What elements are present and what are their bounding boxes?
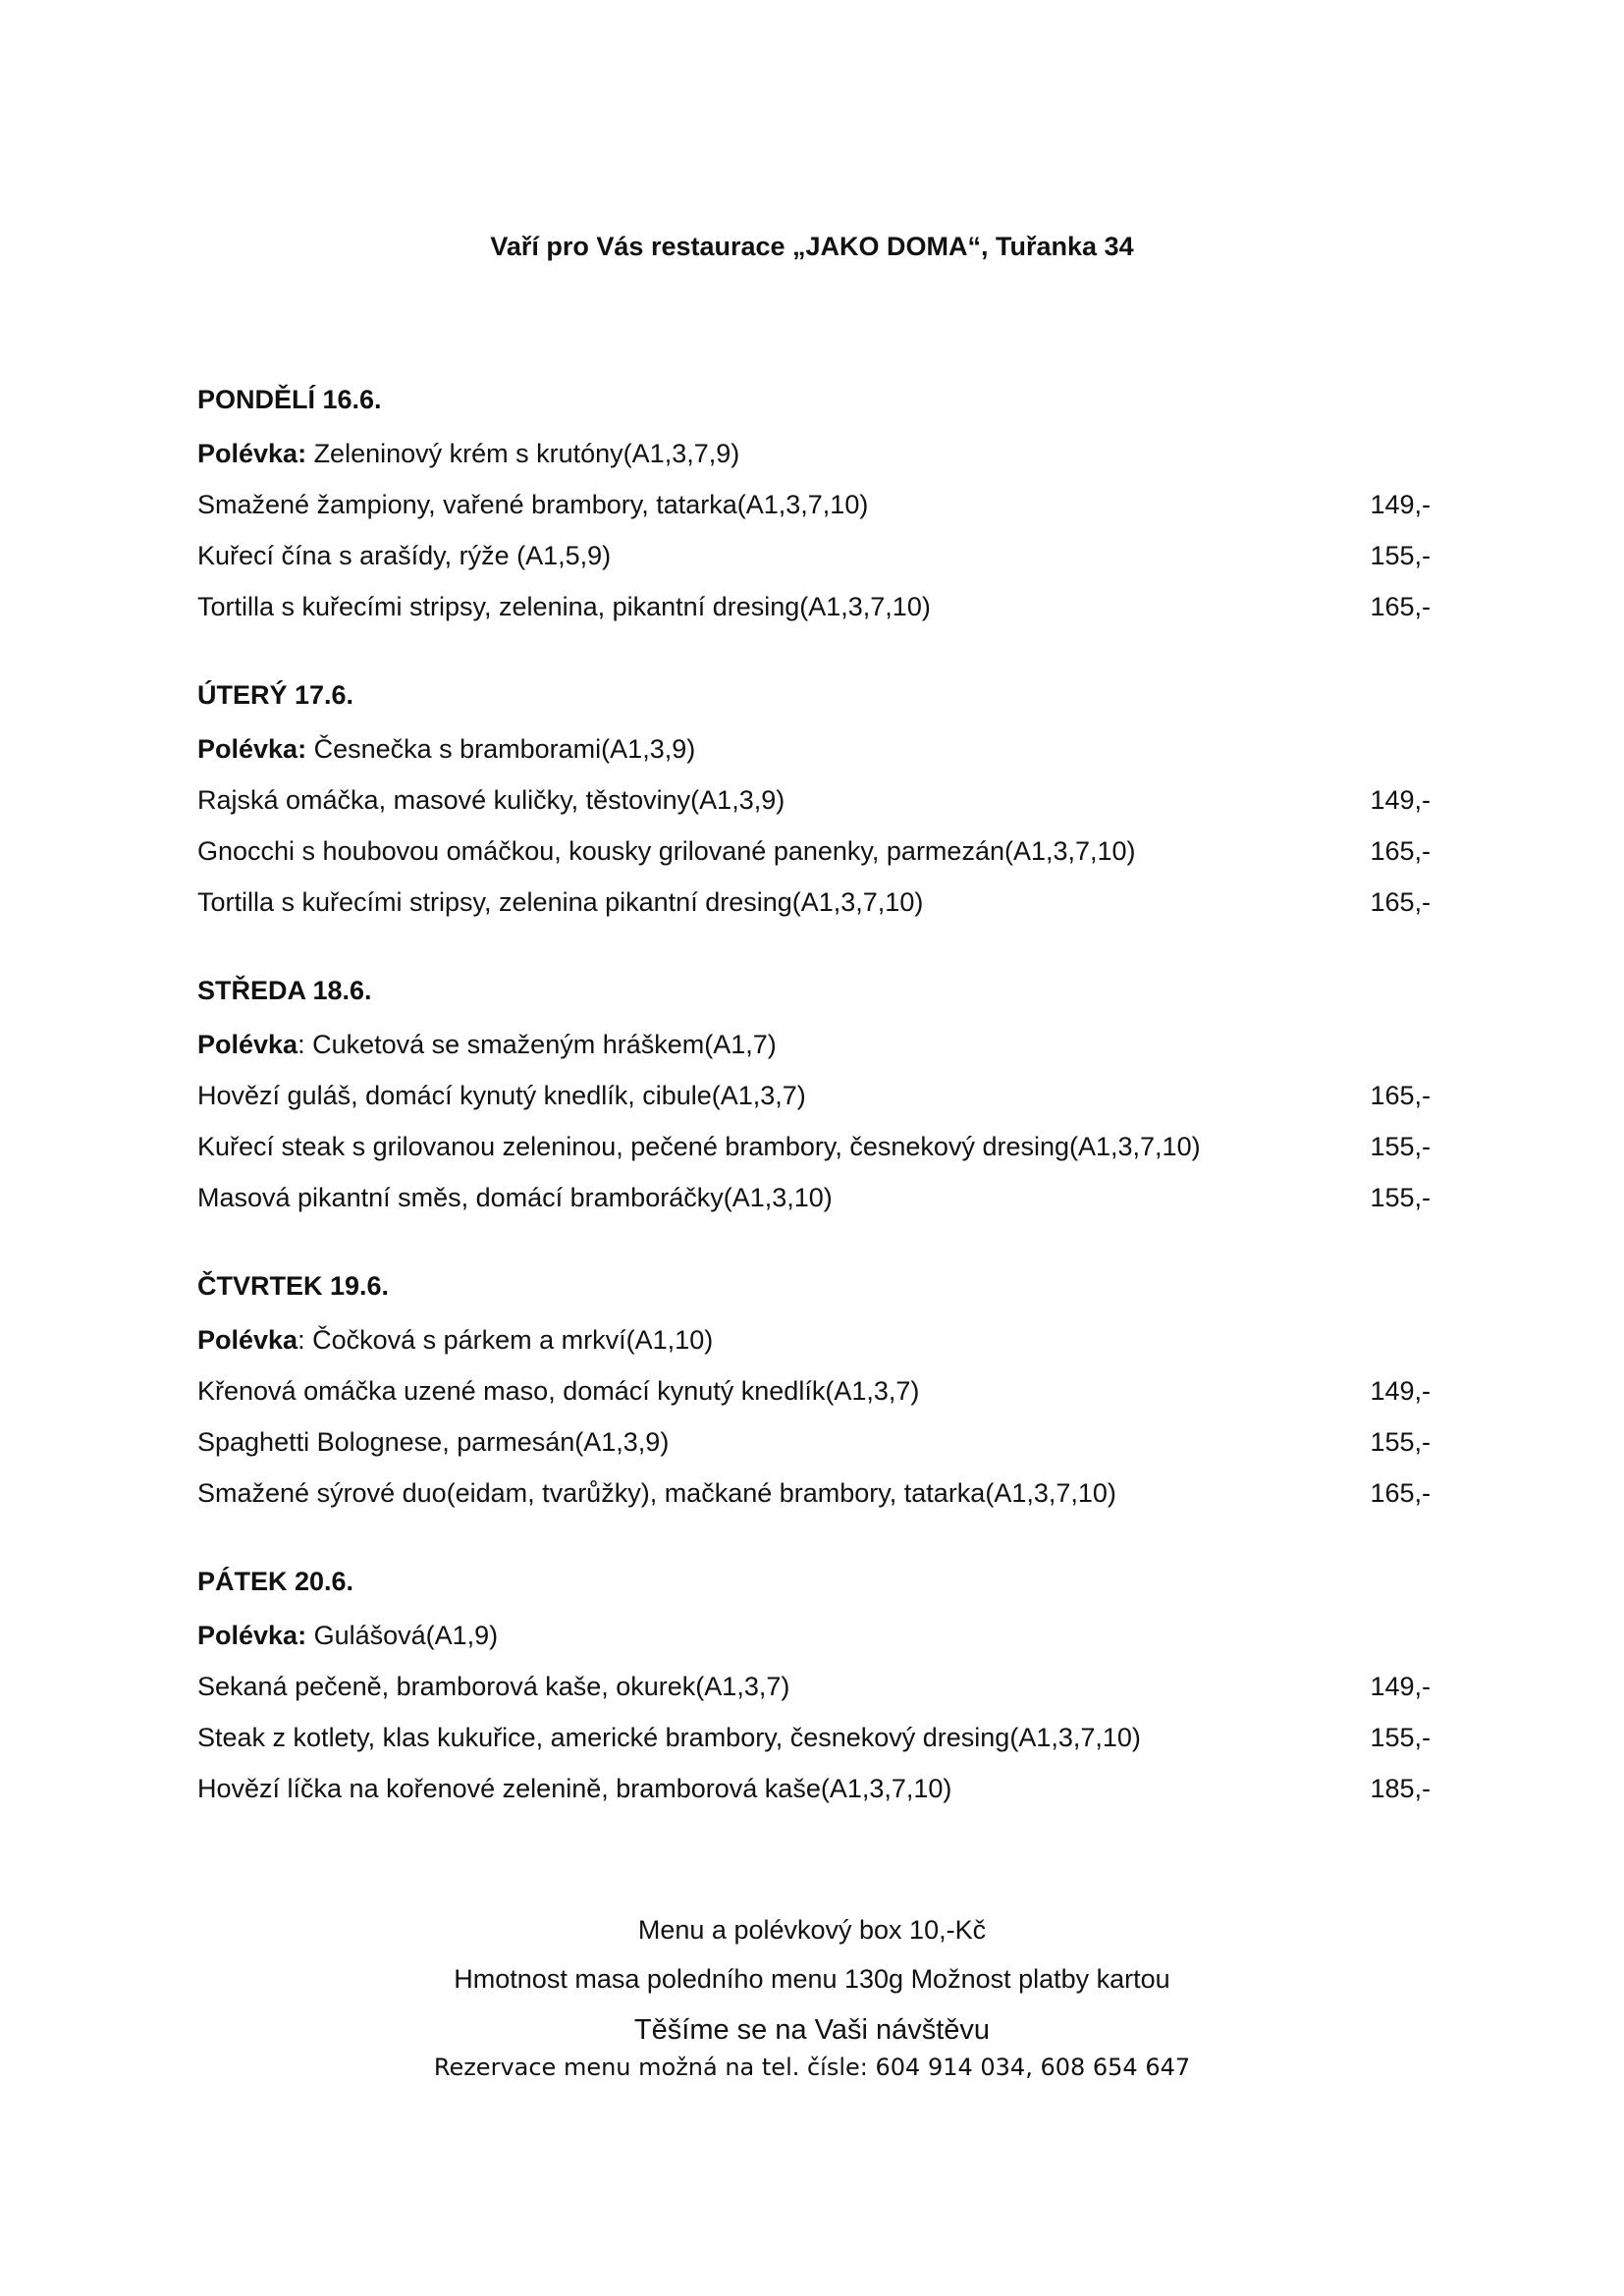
day-heading: PONDĚLÍ 16.6. xyxy=(197,385,382,414)
menu-item xyxy=(197,1365,1431,1416)
greeting-note: Těšíme se na Vaši návštěvu xyxy=(633,2014,991,2046)
dish-name: Steak z kotlety, klas kukuřice, americké brambory, česnekový dresing(A1,3,7,10) xyxy=(197,1723,1141,1752)
dish-name: Gnocchi s houbovou omáčkou, kousky grilované panenky, parmezán(A1,3,7,10) xyxy=(197,836,1136,866)
soup-row xyxy=(197,1019,1431,1070)
day-friday xyxy=(197,1563,1431,1814)
menu-item xyxy=(197,1468,1431,1519)
dish-name: Hovězí guláš, domácí kynutý knedlík, cibule(A1,3,7) xyxy=(197,1081,806,1110)
dish-price: 155,- xyxy=(1370,1723,1431,1752)
dish-name: Kuřecí steak s grilovanou zeleninou, pečené brambory, česnekový dresing(A1,3,7,10) xyxy=(197,1132,1201,1161)
soup-name: : Cuketová se smaženým hráškem(A1,7) xyxy=(298,1030,777,1059)
soup-name: : Čočková s párkem a mrkví(A1,10) xyxy=(298,1325,714,1355)
soup-row xyxy=(197,723,1431,774)
menu-item xyxy=(197,479,1431,530)
box-price-note: Menu a polévkový box 10,-Kč xyxy=(637,1915,987,1945)
day-heading: STŘEDA 18.6. xyxy=(197,976,372,1005)
dish-name: Tortilla s kuřecími stripsy, zelenina, pikantní dresing(A1,3,7,10) xyxy=(197,592,931,621)
dish-price: 149,- xyxy=(1370,1376,1431,1406)
dish-name: Kuřecí čína s arašídy, rýže (A1,5,9) xyxy=(197,541,612,570)
dish-name: Hovězí líčka na kořenové zelenině, bramborová kaše(A1,3,7,10) xyxy=(197,1774,952,1803)
menu-item xyxy=(197,1070,1431,1121)
day-heading: ÚTERÝ 17.6. xyxy=(197,680,354,710)
menu-item xyxy=(197,1416,1431,1468)
soup-row xyxy=(197,1314,1431,1365)
dish-price: 165,- xyxy=(1370,592,1431,621)
dish-price: 185,- xyxy=(1370,1774,1431,1803)
soup-name: Gulášová(A1,9) xyxy=(306,1621,499,1650)
day-heading: PÁTEK 20.6. xyxy=(197,1567,354,1596)
menu-item xyxy=(197,877,1431,928)
menu-item xyxy=(197,1172,1431,1223)
dish-price: 149,- xyxy=(1370,1672,1431,1701)
soup-name: Česnečka s bramborami(A1,3,9) xyxy=(306,734,696,764)
reservation-note: Rezervace menu možná na tel. čísle: 604 914 034, 608 654 647 xyxy=(433,2054,1191,2081)
dish-name: Smažené sýrové duo(eidam, tvarůžky), mačkané brambory, tatarka(A1,3,7,10) xyxy=(197,1478,1116,1508)
menu-item xyxy=(197,826,1431,877)
day-wednesday xyxy=(197,972,1431,1223)
page-title: Vaří pro Vás restaurace „JAKO DOMA“, Tuřanka 34 xyxy=(490,232,1134,261)
dish-price: 165,- xyxy=(1370,887,1431,917)
soup-label: Polévka: xyxy=(197,734,307,764)
menu-item xyxy=(197,1121,1431,1172)
soup-label: Polévka xyxy=(197,1325,298,1355)
dish-price: 155,- xyxy=(1370,1427,1431,1457)
dish-price: 155,- xyxy=(1370,541,1431,570)
menu-item xyxy=(197,581,1431,632)
dish-name: Spaghetti Bolognese, parmesán(A1,3,9) xyxy=(197,1427,670,1457)
soup-row xyxy=(197,428,1431,479)
soup-row xyxy=(197,1610,1431,1661)
day-tuesday xyxy=(197,676,1431,928)
weekly-menu xyxy=(197,381,1431,1858)
dish-price: 149,- xyxy=(1370,785,1431,815)
menu-item xyxy=(197,774,1431,826)
dish-name: Sekaná pečeně, bramborová kaše, okurek(A1,3,7) xyxy=(197,1672,790,1701)
menu-item xyxy=(197,530,1431,581)
dish-price: 165,- xyxy=(1370,1478,1431,1508)
dish-price: 155,- xyxy=(1370,1132,1431,1161)
dish-price: 165,- xyxy=(1370,836,1431,866)
dish-name: Rajská omáčka, masové kuličky, těstoviny(A1,3,9) xyxy=(197,785,785,815)
menu-item xyxy=(197,1661,1431,1712)
soup-name: Zeleninový krém s krutóny(A1,3,7,9) xyxy=(306,439,740,468)
dish-price: 155,- xyxy=(1370,1183,1431,1212)
menu-item xyxy=(197,1763,1431,1814)
menu-item xyxy=(197,1712,1431,1763)
weight-payment-note: Hmotnost masa poledního menu 130g Možnost platby kartou xyxy=(454,1964,1170,1994)
dish-name: Tortilla s kuřecími stripsy, zelenina pikantní dresing(A1,3,7,10) xyxy=(197,887,924,917)
soup-label: Polévka: xyxy=(197,439,307,468)
soup-label: Polévka xyxy=(197,1030,298,1059)
day-thursday xyxy=(197,1267,1431,1519)
dish-name: Smažené žampiony, vařené brambory, tatarka(A1,3,7,10) xyxy=(197,490,869,519)
dish-name: Masová pikantní směs, domácí bramboráčky(A1,3,10) xyxy=(197,1183,833,1212)
day-monday xyxy=(197,381,1431,632)
day-heading: ČTVRTEK 19.6. xyxy=(197,1271,390,1301)
dish-name: Křenová omáčka uzené maso, domácí kynutý knedlík(A1,3,7) xyxy=(197,1376,920,1406)
dish-price: 149,- xyxy=(1370,490,1431,519)
dish-price: 165,- xyxy=(1370,1081,1431,1110)
soup-label: Polévka: xyxy=(197,1621,307,1650)
